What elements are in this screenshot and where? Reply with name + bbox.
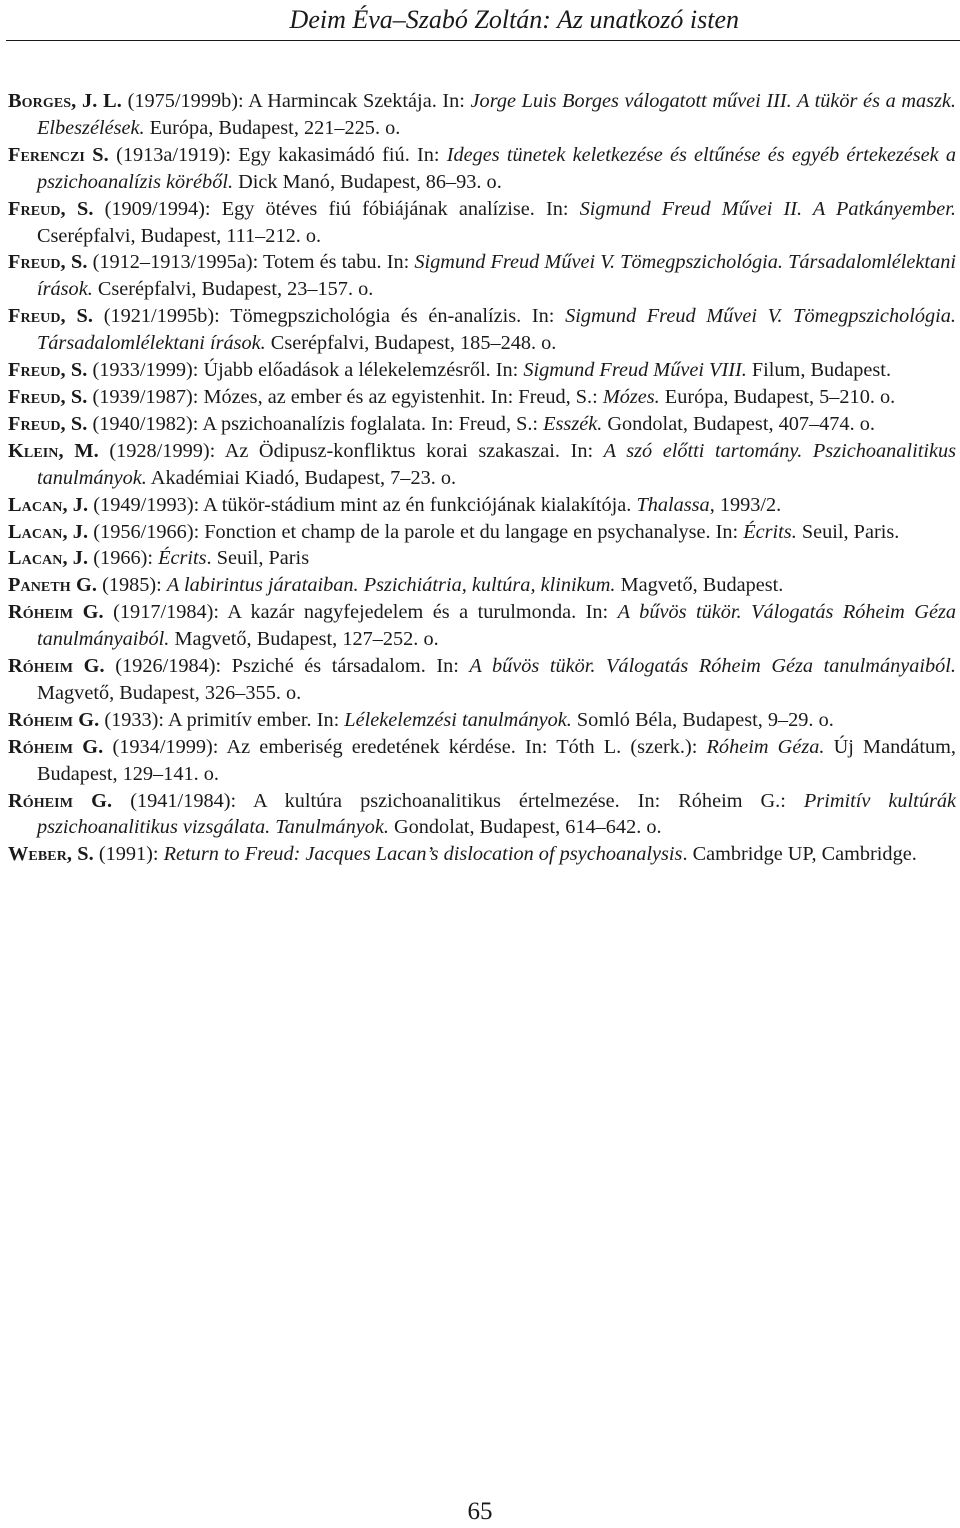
reference-author: Lacan, J. — [8, 520, 89, 543]
reference-text: Akadémiai Kiadó, Budapest, 7–23. o. — [146, 466, 457, 489]
reference-author: Klein, M. — [8, 439, 99, 462]
reference-title: Return to Freud: Jacques Lacan’s dislocation of psychoanalysis — [163, 843, 683, 866]
reference-text: Európa, Budapest, 221–225. o. — [144, 116, 401, 139]
reference-title: Primitív kultúrák pszichoanalitikus vizsgálata. Tanulmányok. — [37, 789, 956, 839]
reference-text: . Cambridge UP, Cambridge. — [682, 843, 917, 866]
reference-entry — [8, 249, 956, 303]
reference-title: Écrits — [158, 547, 207, 570]
reference-text: (1985): — [97, 574, 167, 597]
reference-entry — [8, 492, 956, 519]
header-rule — [6, 40, 960, 41]
reference-author: Paneth G. — [8, 574, 97, 597]
reference-entry — [8, 411, 956, 438]
reference-entry — [8, 357, 956, 384]
reference-author: Borges, J. L. — [8, 90, 122, 112]
reference-title: Mózes. — [602, 385, 660, 408]
reference-title: Lélekelemzési tanulmányok. — [344, 708, 572, 731]
reference-text: (1917/1984): A kazár nagyfejedelem és a turulmonda. In: — [103, 601, 618, 624]
reference-text: (1939/1987): Mózes, az ember és az egyistenhit. In: Freud, S.: — [87, 385, 603, 408]
reference-text: (1966): — [88, 547, 159, 570]
reference-entry — [8, 653, 956, 707]
reference-title: Róheim Géza. — [706, 735, 825, 758]
reference-text: Cserépfalvi, Budapest, 23–157. o. — [92, 278, 374, 301]
reference-text: (1933): A primitív ember. In: — [99, 708, 345, 731]
reference-author: Ferenczi S. — [8, 143, 109, 166]
reference-title: Écrits. — [743, 520, 797, 543]
reference-entry — [8, 88, 956, 142]
reference-entry — [8, 841, 956, 868]
reference-title: Jorge Luis Borges válogatott művei III. A tükör és a maszk. Elbeszélések. — [37, 90, 956, 139]
reference-text: (1928/1999): Az Ödipusz-konfliktus korai szakaszai. In: — [98, 439, 604, 462]
reference-author: Róheim G. — [8, 655, 105, 678]
reference-author: Weber, S. — [8, 843, 94, 866]
reference-text: (1909/1994): Egy ötéves fiú fóbiájának analízise. In: — [93, 197, 580, 220]
reference-author: Freud, S. — [8, 251, 88, 274]
reference-text: (1941/1984): A kultúra pszichoanalitikus értelmezése. In: Róheim G.: — [112, 789, 804, 812]
reference-author: Freud, S. — [8, 197, 94, 220]
reference-author: Freud, S. — [8, 385, 88, 408]
reference-title: A bűvös tükör. Válogatás Róheim Géza tanulmányaiból. — [37, 601, 956, 651]
reference-title: Thalassa — [636, 493, 710, 516]
reference-entry — [8, 545, 956, 572]
reference-author: Freud, S. — [8, 305, 94, 328]
reference-author: Freud, S. — [8, 359, 88, 382]
reference-text: Gondolat, Budapest, 614–642. o. — [388, 816, 662, 839]
reference-text: Cserépfalvi, Budapest, 185–248. o. — [265, 332, 557, 355]
reference-text: Gondolat, Budapest, 407–474. o. — [602, 412, 875, 435]
reference-entry — [8, 707, 956, 734]
reference-entry — [8, 142, 956, 196]
reference-author: Róheim G. — [8, 708, 100, 731]
reference-text: (1926/1984): Psziché és társadalom. In: — [104, 655, 470, 678]
reference-text: (1934/1999): Az emberiség eredetének kérdése. In: Tóth L. (szerk.): — [103, 735, 707, 758]
reference-text: (1921/1995b): Tömegpszichológia és én-analízis. In: — [93, 305, 566, 328]
reference-title: Sigmund Freud Művei V. Tömegpszichológia. Társadalomlélektani írások. — [37, 305, 956, 355]
reference-entry — [8, 572, 956, 599]
reference-title: Sigmund Freud Művei II. A Patkányember. — [579, 197, 956, 220]
reference-entry — [8, 438, 956, 492]
reference-text: Seuil, Paris. — [796, 520, 900, 543]
reference-text: , 1993/2. — [709, 493, 782, 516]
reference-text: (1912–1913/1995a): Totem és tabu. In: — [87, 251, 415, 274]
reference-entry — [8, 599, 956, 653]
reference-text: (1949/1993): A tükör-stádium mint az én funkciójának kialakítója. — [88, 493, 637, 516]
reference-title: Ideges tünetek keletkezése és eltűnése és egyéb értekezések a pszichoanalízis köréből. — [37, 143, 957, 193]
reference-text: Magvető, Budapest, 326–355. o. — [37, 681, 302, 704]
reference-text: Magvető, Budapest, 127–252. o. — [169, 628, 439, 651]
reference-title: A szó előtti tartomány. Pszichoanalitikus tanulmányok. — [37, 439, 957, 489]
running-title: Deim Éva–Szabó Zoltán: Az unatkozó isten — [289, 5, 739, 34]
page-header — [0, 3, 960, 37]
reference-author: Freud, S. — [8, 412, 88, 435]
reference-title: Sigmund Freud Művei VIII. — [523, 359, 747, 382]
reference-text: Dick Manó, Budapest, 86–93. o. — [233, 170, 502, 193]
reference-title: A bűvös tükör. Válogatás Róheim Géza tanulmányaiból. — [469, 655, 956, 678]
reference-text: Európa, Budapest, 5–210. o. — [659, 385, 896, 408]
reference-text: Filum, Budapest. — [746, 359, 892, 382]
reference-text: (1991): — [93, 843, 164, 866]
reference-text: . Seuil, Paris — [206, 547, 310, 570]
reference-entry — [8, 196, 956, 250]
reference-title: Sigmund Freud Művei V. Tömegpszichológia. Társadalomlélektani írások. — [37, 251, 956, 301]
reference-text: Cserépfalvi, Budapest, 111–212. o. — [37, 224, 322, 247]
reference-text: (1933/1999): Újabb előadások a lélekelemzésről. In: — [87, 359, 524, 382]
reference-entry — [8, 519, 956, 546]
reference-title: Esszék. — [543, 412, 603, 435]
reference-author: Róheim G. — [8, 789, 113, 812]
reference-entry — [8, 734, 956, 788]
reference-entry — [8, 788, 956, 842]
page-number: 65 — [467, 1498, 493, 1525]
reference-text: (1975/1999b): A Harmincak Szektája. In: — [121, 90, 471, 112]
reference-author: Róheim G. — [8, 601, 104, 624]
reference-list — [8, 88, 956, 868]
reference-entry — [8, 384, 956, 411]
reference-entry — [8, 303, 956, 357]
reference-text: Új Mandátum, Budapest, 129–141. o. — [37, 735, 956, 785]
reference-author: Lacan, J. — [8, 493, 89, 516]
reference-text: (1956/1966): Fonction et champ de la parole et du langage en psychanalyse. In: — [88, 520, 744, 543]
reference-text: (1940/1982): A pszichoanalízis foglalata. In: Freud, S.: — [87, 412, 544, 435]
reference-text: Somló Béla, Budapest, 9–29. o. — [571, 708, 834, 731]
reference-author: Lacan, J. — [8, 547, 89, 570]
reference-text: Magvető, Budapest. — [615, 574, 784, 597]
reference-text: (1913a/1919): Egy kakasimádó fiú. In: — [108, 143, 447, 166]
reference-title: A labirintus járataiban. Pszichiátria, kultúra, klinikum. — [166, 574, 616, 597]
reference-author: Róheim G. — [8, 735, 104, 758]
